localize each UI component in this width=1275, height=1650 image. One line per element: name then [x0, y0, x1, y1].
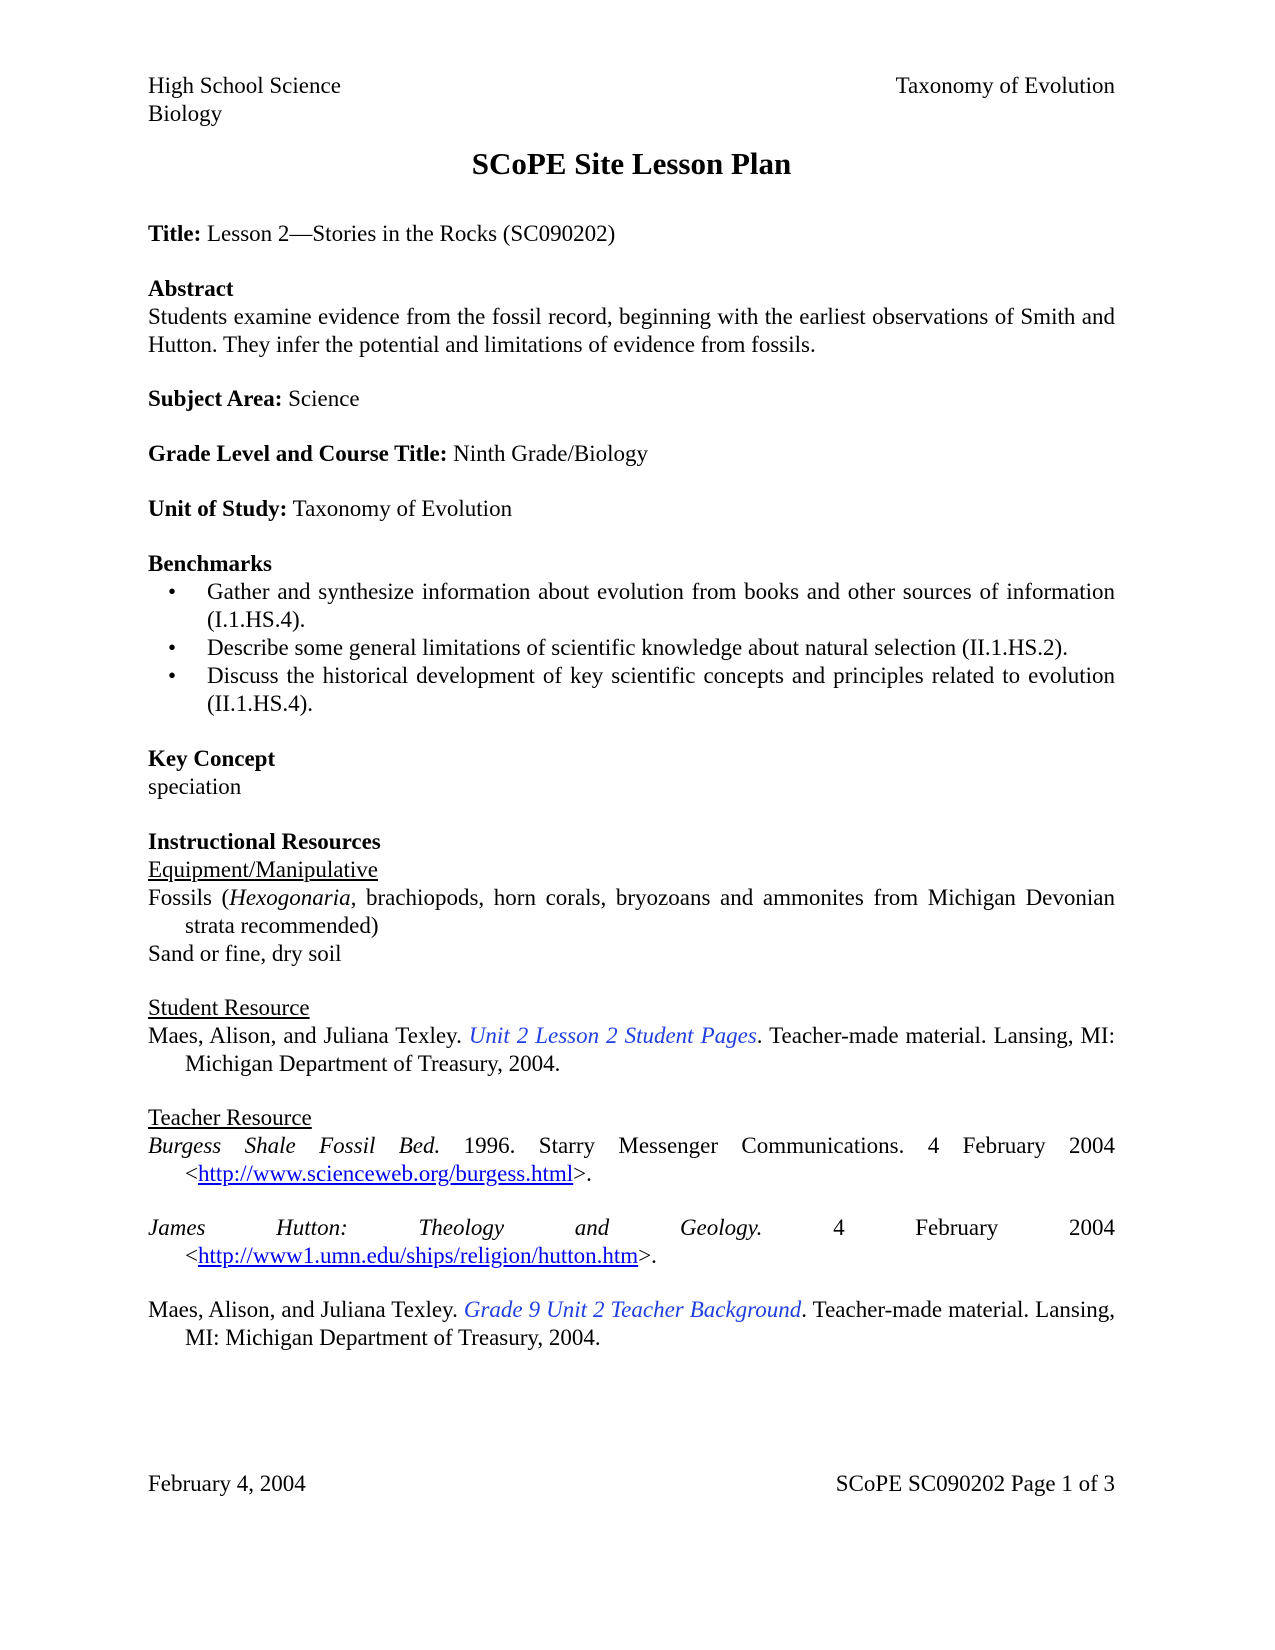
- teacher-resource-heading: Teacher Resource: [148, 1105, 312, 1130]
- fossils-italic: Hexogonaria,: [229, 885, 357, 910]
- student-resource-heading: Student Resource: [148, 995, 310, 1020]
- benchmark-item: [148, 634, 1115, 662]
- grade-level-line: [148, 440, 1115, 468]
- bullet-icon: •: [168, 579, 177, 604]
- header-left-line2: Biology: [148, 101, 223, 126]
- header-left-line1: High School Science: [148, 73, 341, 98]
- subject-area-value: Science: [288, 386, 360, 411]
- document-page: [148, 72, 1115, 1352]
- grade-level-value: Ninth Grade/Biology: [453, 441, 649, 466]
- unit-of-study-label: Unit of Study:: [148, 496, 288, 521]
- benchmark-text: Gather and synthesize information about evolution from books and other sources of information (I.1.HS.4).: [207, 579, 1115, 632]
- instructional-resources-heading: Instructional Resources: [148, 829, 381, 854]
- teacher-ref-background: [148, 1296, 1115, 1352]
- student-resource-ref: [148, 1022, 1115, 1078]
- burgess-mid: 1996. Starry Messenger Communications. 4 February 2004 <: [185, 1133, 1116, 1186]
- equipment-heading: Equipment/Manipulative: [148, 857, 378, 882]
- equipment-fossils: [148, 884, 1115, 940]
- footer-page-number: SCoPE SC090202 Page 1 of 3: [835, 1471, 1115, 1496]
- burgess-end: >.: [573, 1161, 592, 1186]
- benchmarks-list: [148, 578, 1115, 718]
- subject-area-label: Subject Area:: [148, 386, 283, 411]
- hutton-url-link[interactable]: http://www1.umn.edu/ships/religion/hutton.htm: [197, 1243, 639, 1268]
- key-concept-heading: Key Concept: [148, 746, 276, 771]
- subject-area-line: [148, 385, 1115, 413]
- burgess-title: Burgess Shale Fossil Bed.: [148, 1133, 441, 1158]
- benchmark-text: Discuss the historical development of key scientific concepts and principles related to evolution (II.1.HS.4).: [207, 663, 1115, 716]
- teacher-ref-hutton: [148, 1214, 1115, 1270]
- hutton-mid: 4 February 2004 <: [185, 1215, 1116, 1268]
- fossils-pre: Fossils (: [148, 885, 230, 910]
- footer-date: February 4, 2004: [148, 1471, 306, 1496]
- abstract-text: Students examine evidence from the fossil record, beginning with the earliest observations of Smith and Hutton. They infer the potential and limitations of evidence from fossils.: [148, 304, 1115, 357]
- background-post: . Teacher-made material. Lansing, MI: Michigan Department of Treasury, 2004.: [185, 1297, 1116, 1350]
- benchmarks-heading: Benchmarks: [148, 551, 272, 576]
- lesson-title-line: [148, 220, 1115, 248]
- fossils-post: brachiopods, horn corals, bryozoans and ammonites from Michigan Devonian strata recommended): [185, 885, 1115, 938]
- key-concept-value: speciation: [148, 774, 242, 799]
- bullet-icon: •: [168, 663, 177, 688]
- unit-of-study-line: [148, 495, 1115, 523]
- title-value: Lesson 2—Stories in the Rocks (SC090202): [206, 221, 616, 246]
- document-title: SCoPE Site Lesson Plan: [471, 146, 792, 181]
- page-footer: [148, 1470, 1115, 1498]
- background-pre: Maes, Alison, and Juliana Texley.: [148, 1297, 464, 1322]
- hutton-end: >.: [638, 1243, 657, 1268]
- page-header: [148, 72, 1115, 100]
- student-pages-link[interactable]: Unit 2 Lesson 2 Student Pages: [468, 1023, 757, 1048]
- benchmark-item: [148, 662, 1115, 718]
- student-ref-pre: Maes, Alison, and Juliana Texley.: [148, 1023, 469, 1048]
- equipment-sand: Sand or fine, dry soil: [148, 941, 342, 966]
- student-ref-post: . Teacher-made material. Lansing, MI: Michigan Department of Treasury, 2004.: [185, 1023, 1115, 1076]
- bullet-icon: •: [168, 635, 177, 660]
- unit-of-study-value: Taxonomy of Evolution: [292, 496, 513, 521]
- benchmark-text: Describe some general limitations of scientific knowledge about natural selection (II.1.HS.2).: [207, 635, 1068, 660]
- abstract-heading: Abstract: [148, 276, 234, 301]
- hutton-title: James Hutton: Theology and Geology.: [148, 1215, 763, 1240]
- grade-level-label: Grade Level and Course Title:: [148, 441, 448, 466]
- title-label: Title:: [148, 221, 202, 246]
- burgess-url-link[interactable]: http://www.scienceweb.org/burgess.html: [197, 1161, 574, 1186]
- header-right: Taxonomy of Evolution: [895, 73, 1115, 98]
- benchmark-item: [148, 578, 1115, 634]
- teacher-ref-burgess: [148, 1132, 1115, 1188]
- teacher-background-link[interactable]: Grade 9 Unit 2 Teacher Background: [463, 1297, 802, 1322]
